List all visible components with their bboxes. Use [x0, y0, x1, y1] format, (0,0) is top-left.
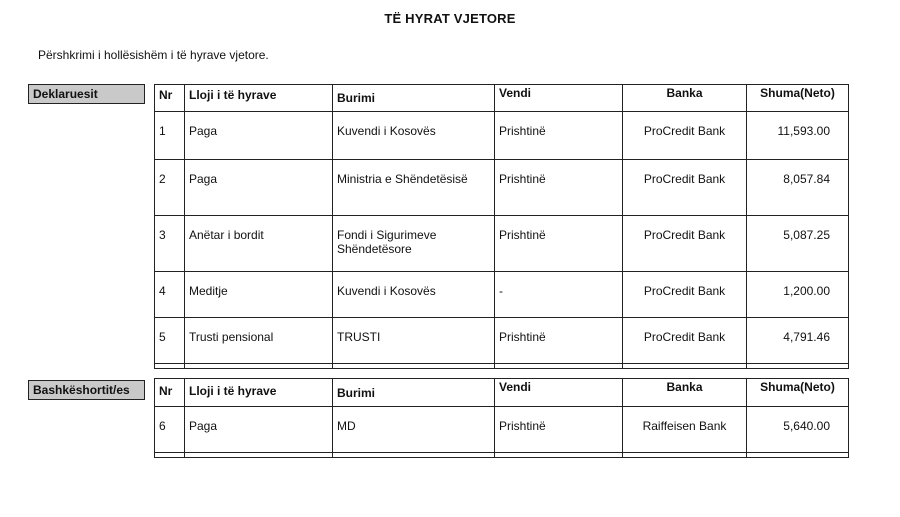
cell-shuma: 5,640.00	[747, 407, 849, 453]
page-description: Përshkrimi i hollësishëm i të hyrave vjetore.	[38, 48, 269, 62]
table-header-row	[155, 379, 849, 407]
cell-banka: ProCredit Bank	[623, 318, 747, 364]
cell-lloji: Paga	[185, 160, 333, 216]
cell-shuma: 1,200.00	[747, 272, 849, 318]
header-vendi: Vendi	[495, 85, 623, 112]
table-row	[155, 112, 849, 160]
table-spacer-row	[155, 453, 849, 458]
cell-banka: ProCredit Bank	[623, 216, 747, 272]
header-shuma: Shuma(Neto)	[747, 85, 849, 112]
cell-shuma: 11,593.00	[747, 112, 849, 160]
income-table-bashkeshortit	[154, 378, 849, 458]
header-burimi: Burimi	[333, 85, 495, 112]
cell-burimi: Ministria e Shëndetësisë	[333, 160, 495, 216]
header-lloji: Lloji i të hyrave	[185, 85, 333, 112]
header-shuma: Shuma(Neto)	[747, 379, 849, 407]
cell-vendi: Prishtinë	[495, 216, 623, 272]
header-banka: Banka	[623, 379, 747, 407]
table-header-row	[155, 85, 849, 112]
cell-vendi: Prishtinë	[495, 407, 623, 453]
cell-lloji: Trusti pensional	[185, 318, 333, 364]
cell-shuma: 8,057.84	[747, 160, 849, 216]
header-nr: Nr	[155, 379, 185, 407]
cell-vendi: Prishtinë	[495, 318, 623, 364]
cell-lloji: Paga	[185, 112, 333, 160]
cell-burimi: Kuvendi i Kosovës	[333, 272, 495, 318]
cell-nr: 2	[155, 160, 185, 216]
table-row	[155, 160, 849, 216]
table-row	[155, 318, 849, 364]
cell-nr: 5	[155, 318, 185, 364]
table-row	[155, 407, 849, 453]
income-table-deklaruesit	[154, 84, 849, 369]
header-burimi: Burimi	[333, 379, 495, 407]
header-vendi: Vendi	[495, 379, 623, 407]
section-label-deklaruesit: Deklaruesit	[28, 84, 145, 104]
cell-banka: Raiffeisen Bank	[623, 407, 747, 453]
header-banka: Banka	[623, 85, 747, 112]
section-label-bashkeshortit: Bashkëshortit/es	[28, 380, 145, 400]
cell-burimi: TRUSTI	[333, 318, 495, 364]
cell-lloji: Anëtar i bordit	[185, 216, 333, 272]
cell-burimi: Fondi i Sigurimeve Shëndetësore	[333, 216, 495, 272]
page-title: TË HYRAT VJETORE	[384, 11, 516, 26]
cell-shuma: 5,087.25	[747, 216, 849, 272]
cell-nr: 4	[155, 272, 185, 318]
cell-vendi: Prishtinë	[495, 160, 623, 216]
table-row	[155, 216, 849, 272]
cell-vendi: -	[495, 272, 623, 318]
table-row	[155, 272, 849, 318]
cell-nr: 3	[155, 216, 185, 272]
cell-nr: 1	[155, 112, 185, 160]
header-lloji: Lloji i të hyrave	[185, 379, 333, 407]
cell-banka: ProCredit Bank	[623, 272, 747, 318]
cell-lloji: Meditje	[185, 272, 333, 318]
cell-lloji: Paga	[185, 407, 333, 453]
cell-banka: ProCredit Bank	[623, 112, 747, 160]
table-spacer-row	[155, 364, 849, 369]
cell-banka: ProCredit Bank	[623, 160, 747, 216]
header-nr: Nr	[155, 85, 185, 112]
cell-nr: 6	[155, 407, 185, 453]
cell-shuma: 4,791.46	[747, 318, 849, 364]
cell-burimi: MD	[333, 407, 495, 453]
cell-burimi: Kuvendi i Kosovës	[333, 112, 495, 160]
cell-vendi: Prishtinë	[495, 112, 623, 160]
